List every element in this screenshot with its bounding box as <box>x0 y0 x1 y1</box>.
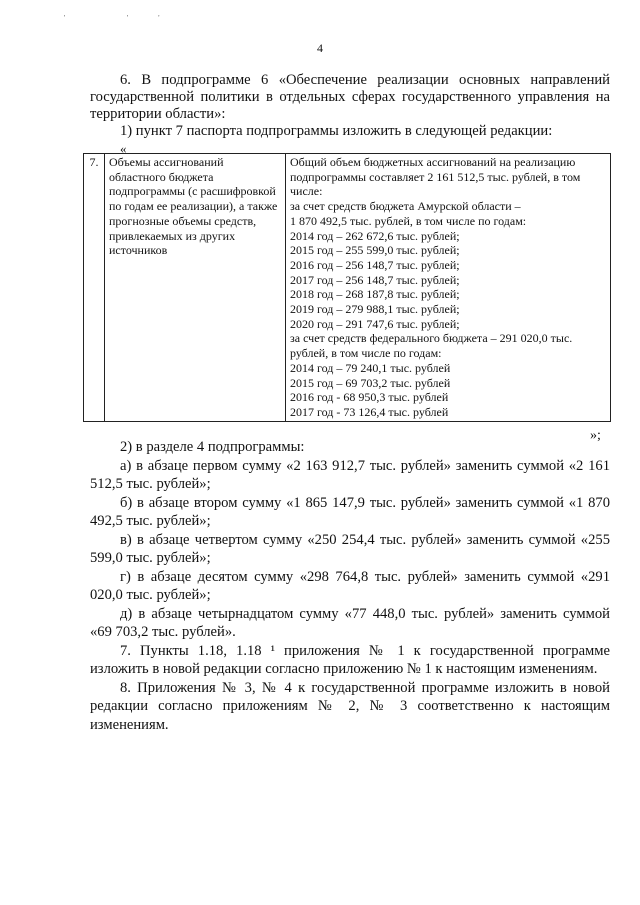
funding-line: Общий объем бюджетных ассигнований на реализацию подпрограммы составляет 2 161 512,5 тыс. рублей, в том числе: <box>290 155 581 199</box>
funding-line: 1 870 492,5 тыс. рублей, в том числе по годам: <box>290 213 527 228</box>
subitem-a: а) в абзаце первом сумму «2 163 912,7 тыс. рублей» заменить суммой «2 161 512,5 тыс. рублей»; <box>90 457 610 492</box>
passport-table <box>83 153 611 422</box>
funding-line: 2014 год – 79 240,1 тыс. рублей <box>290 360 451 375</box>
table-row <box>84 154 611 422</box>
row-name-cell: Объемы ассигнований областного бюджета подпрограммы (с расшифровкой по годам ее реализации), а также прогнозные объемы средств, привлекаемых из других источников <box>105 154 286 422</box>
funding-line: 2018 год – 268 187,8 тыс. рублей; <box>290 287 460 302</box>
funding-line: 2014 год – 262 672,6 тыс. рублей; <box>290 228 460 243</box>
funding-line: 2019 год – 279 988,1 тыс. рублей; <box>290 302 460 317</box>
funding-line: 2016 год – 256 148,7 тыс. рублей; <box>290 257 460 272</box>
quote-open: « <box>120 141 127 156</box>
subitem-v: в) в абзаце четвертом сумму «250 254,4 тыс. рублей» заменить суммой «255 599,0 тыс. рублей»; <box>90 531 610 566</box>
scan-specks: ' '' <box>64 14 190 22</box>
funding-line: 2015 год – 255 599,0 тыс. рублей; <box>290 243 460 258</box>
subitem-d: д) в абзаце четырнадцатом сумму «77 448,0 тыс. рублей» заменить суммой «69 703,2 тыс. рублей». <box>90 605 610 640</box>
page-number: 4 <box>317 41 323 55</box>
paragraph-8: 8. Приложения № 3, № 4 к государственной программе изложить в новой редакции согласно приложениям № 2, № 3 соответственно к настоящим изменениям. <box>90 679 610 733</box>
lower-text-block <box>90 438 610 734</box>
item-1: 1) пункт 7 паспорта подпрограммы изложить в следующей редакции: <box>120 123 553 139</box>
funding-line: 2015 год – 69 703,2 тыс. рублей <box>290 375 451 390</box>
funding-line: 2016 год - 68 950,3 тыс. рублей <box>290 390 449 405</box>
funding-line: 2017 год - 73 126,4 тыс. рублей <box>290 404 449 419</box>
row-number-cell: 7. <box>84 154 105 422</box>
subitem-b: б) в абзаце втором сумму «1 865 147,9 тыс. рублей» заменить суммой «1 870 492,5 тыс. рублей»; <box>90 494 610 529</box>
item-2: 2) в разделе 4 подпрограммы: <box>120 439 305 455</box>
funding-line: за счет средств бюджета Амурской области – <box>290 199 521 214</box>
funding-line: 2020 год – 291 747,6 тыс. рублей; <box>290 316 460 331</box>
quote-close: »; <box>590 428 601 443</box>
funding-line: 2017 год – 256 148,7 тыс. рублей; <box>290 272 460 287</box>
paragraph-6: 6. В подпрограмме 6 «Обеспечение реализации основных направлений государственной политики в отдельных сферах государственного управления на территории области»: <box>90 72 610 122</box>
funding-line: за счет средств федерального бюджета – 291 020,0 тыс. рублей, в том числе по годам: <box>290 331 573 361</box>
subitem-g: г) в абзаце десятом сумму «298 764,8 тыс. рублей» заменить суммой «291 020,0 тыс. рублей»; <box>90 568 610 603</box>
paragraph-7: 7. Пункты 1.18, 1.18 ¹ приложения № 1 к государственной программе изложить в новой редакции согласно приложению № 1 к настоящим изменениям. <box>90 642 610 677</box>
funding-cell <box>286 154 611 422</box>
